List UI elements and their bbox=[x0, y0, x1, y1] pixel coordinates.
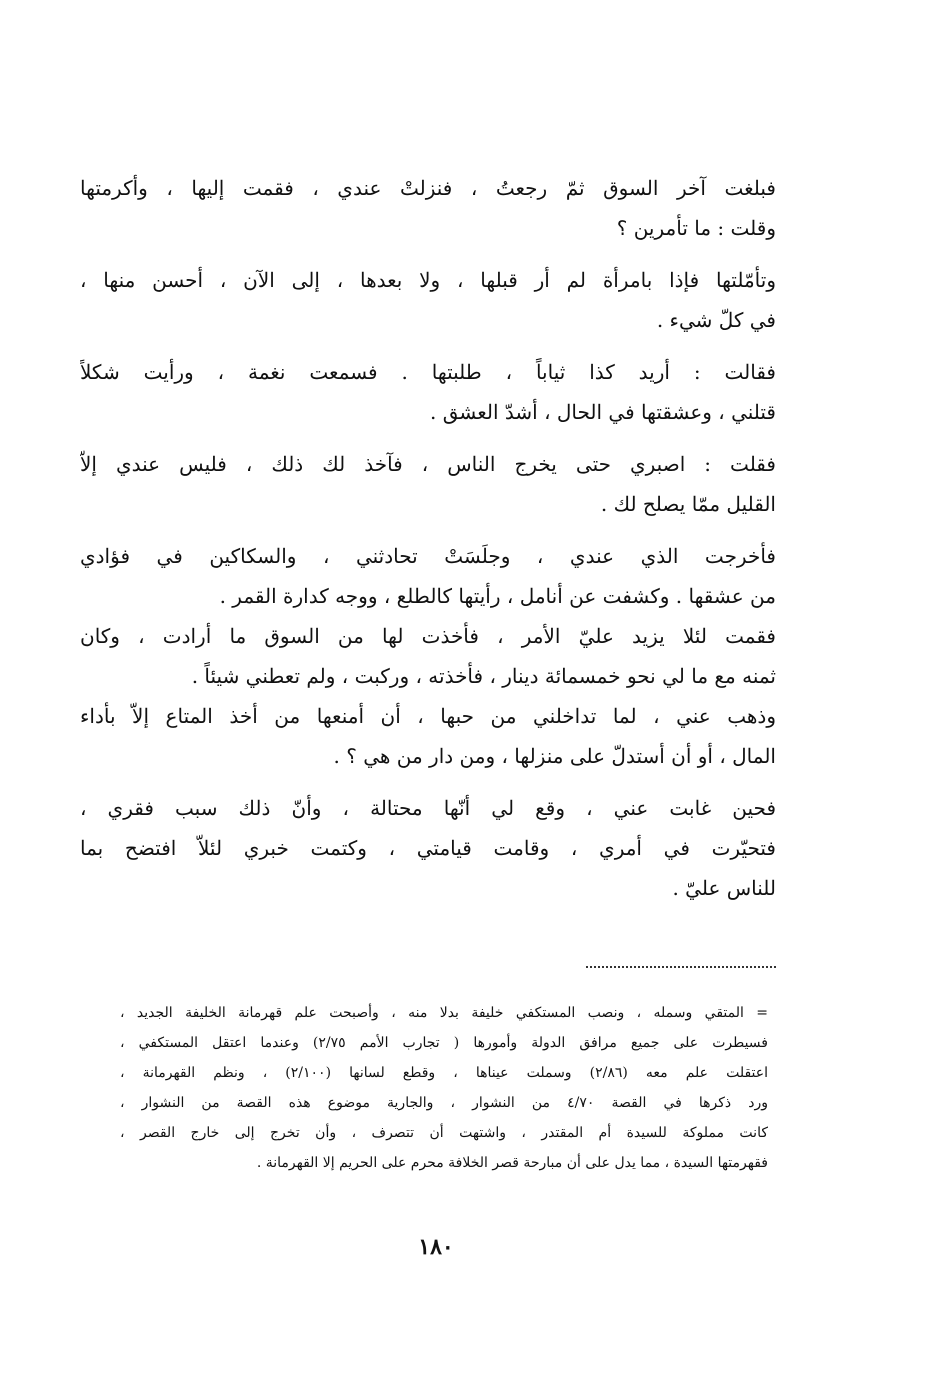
footnote-line: ورد ذكرها في القصة ٤/٧٠ من النشوار ، والجارية موضوع هذه القصة من النشوار ، bbox=[120, 1095, 768, 1111]
paragraph bbox=[80, 260, 776, 340]
footnote bbox=[120, 998, 768, 1178]
text-line: وتأمّلتها فإذا بامرأة لم أر قبلها ، ولا بعدها ، إلى الآن ، أحسن منها ، bbox=[80, 268, 776, 292]
text-line: القليل ممّا يصلح لك . bbox=[600, 492, 776, 516]
paragraph bbox=[80, 788, 776, 908]
text-line: للناس عليّ . bbox=[672, 876, 776, 900]
footnote-line: = المتقي وسمله ، ونصب المستكفي خليفة بدلا منه ، وأصبحت علم قهرمانة الخليفة الجديد ، bbox=[120, 1005, 768, 1021]
paragraph bbox=[80, 616, 776, 696]
paragraph bbox=[80, 536, 776, 616]
text-line: قتلني ، وعشقتها في الحال ، أشدّ العشق . bbox=[430, 400, 776, 424]
text-line: فقلت : اصبري حتى يخرج الناس ، فآخذ لك ذلك ، فليس عندي إلاّ bbox=[80, 452, 776, 476]
text-line: من عشقها . وكشفت عن أنامل ، رأيتها كالطلع ، ووجه كدارة القمر . bbox=[219, 584, 776, 608]
text-line: فتحيّرت في أمري ، وقامت قيامتي ، وكتمت خبري لئلاّ افتضح بما bbox=[80, 836, 776, 860]
text-line: فقالت : أريد كذا ثياباً ، طلبتها . فسمعت نغمة ، ورأيت شكلاً bbox=[80, 360, 776, 384]
footnote-line: اعتقلت علم معه (٢/٨٦) وسملت عيناها ، وقطع لسانها (٢/١٠٠) ، ونظم القهرمانة ، bbox=[120, 1065, 768, 1081]
text-line: في كلّ شيء . bbox=[656, 308, 776, 332]
paragraph bbox=[80, 696, 776, 776]
text-line: المال ، أو أن أستدلّ على منزلها ، ومن دار من هي ؟ . bbox=[333, 744, 776, 768]
footnote-separator bbox=[586, 966, 776, 968]
text-line: وقلت : ما تأمرين ؟ bbox=[616, 216, 776, 240]
main-text bbox=[80, 168, 776, 908]
paragraph bbox=[80, 168, 776, 248]
text-line: ثمنه مع ما لي نحو خمسمائة دينار ، فأخذته ، وركبت ، ولم تعطني شيئاً . bbox=[191, 664, 776, 688]
footnote-line: فسيطرت على جميع مرافق الدولة وأمورها ( تجارب الأمم ٢/٧٥) وعندما اعتقل المستكفي ، bbox=[120, 1035, 768, 1051]
text-line: فحين غابت عني ، وقع لي أنّها محتالة ، وأنّ ذلك سبب فقري ، bbox=[80, 796, 776, 820]
paragraph bbox=[80, 444, 776, 524]
footnote-line: كانت مملوكة للسيدة أم المقتدر ، واشتهت أن تتصرف ، وأن تخرج إلى خارج القصر ، bbox=[120, 1125, 768, 1141]
page-number: ١٨٠ bbox=[418, 1234, 454, 1260]
text-line: فأخرجت الذي عندي ، وجلَسَتْ تحادثني ، والسكاكين في فؤادي bbox=[80, 544, 776, 568]
footnote-line: فقهرمتها السيدة ، مما يدل على أن مبارحة قصر الخلافة محرم على الحريم إلا القهرمانة . bbox=[256, 1155, 768, 1171]
text-line: فبلغت آخر السوق ثمّ رجعتُ ، فنزلتْ عندي ، فقمت إليها ، وأكرمتها bbox=[80, 176, 776, 200]
paragraph bbox=[80, 352, 776, 432]
text-line: وذهب عني ، لما تداخلني من حبها ، أن أمنعها من أخذ المتاع إلاّ بأداء bbox=[80, 704, 776, 728]
text-line: فقمت لئلا يزيد عليّ الأمر ، فأخذت لها من السوق ما أرادت ، وكان bbox=[80, 624, 776, 648]
